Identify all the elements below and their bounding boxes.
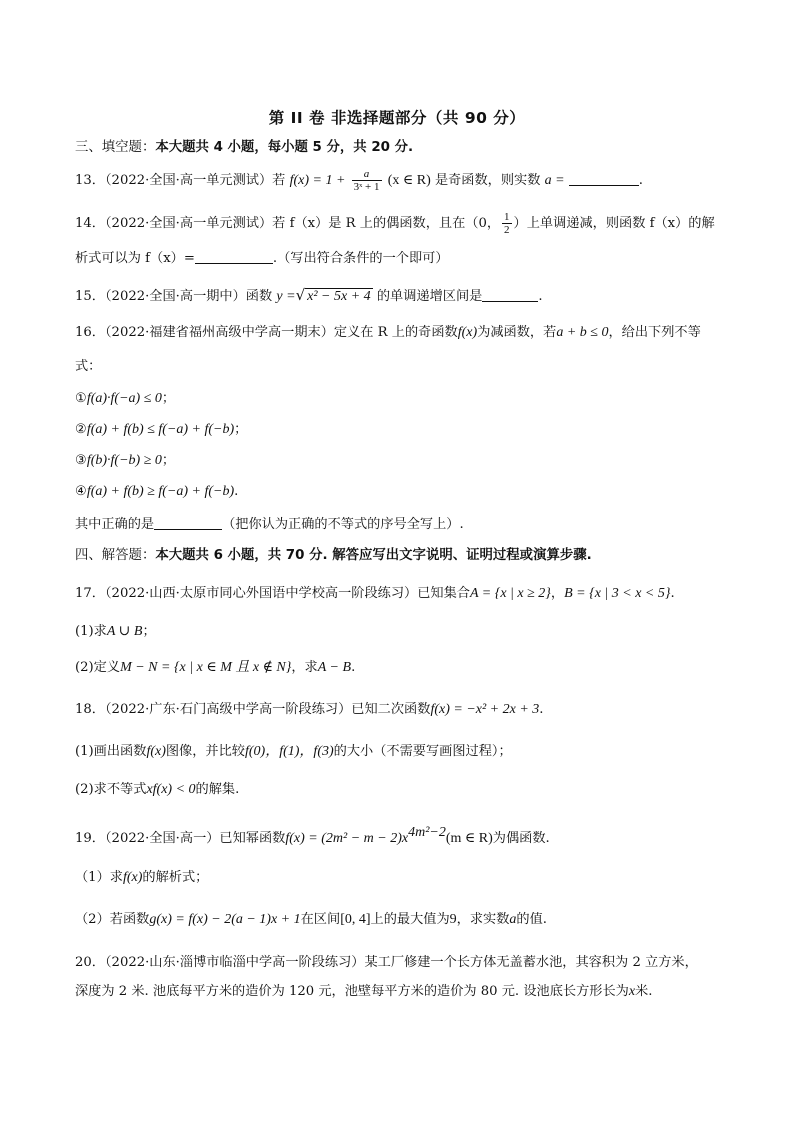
question-18-part-2: (2)求不等式xf(x) < 0的解集. [75,782,240,797]
question-20-line-1: 20．（2022·山东·淄博市临淄中学高一阶段练习）某工厂修建一个长方体无盖蓄水池，其容积为 2 立方米， [75,955,698,970]
answer-blank[interactable] [154,515,222,530]
question-17: 17．（2022·山西·太原市同心外国语中学校高一阶段练习）已知集合A = {x | x ≥ 2}，B = {x | 3 < x < 5}. [75,586,675,601]
question-14-line-1: 14．（2022·全国·高一单元测试）若 f（x）是 R 上的偶函数，且在（0， $\frac{1}{2}$ ）上单调递减，则函数 f（x）的解 [75,211,715,236]
option-4: ④f(a) + f(b) ≥ f(−a) + f(−b). [75,484,239,499]
answer-blank[interactable] [195,249,273,264]
question-17-part-1: (1)求A ∪ B； [75,624,156,639]
question-18-part-1: (1)画出函数f(x)图像，并比较f(0)，f(1)，f(3)的大小（不需要写画图过程）； [75,744,512,759]
answer-blank[interactable] [569,171,639,186]
page-title: 第 II 卷 非选择题部分（共 90 分） [268,109,526,127]
fraction: $\frac{1}{2}$ [504,211,510,236]
section-3-heading: 三、填空题：本大题共 4 小题，每小题 5 分，共 20 分. [75,140,414,155]
question-16-line-1: 16．（2022·福建省福州高级中学高一期末）定义在 R 上的奇函数f(x)为减函数，若a + b ≤ 0，给出下列不等 [75,325,701,340]
question-13: 13．（2022·全国·高一单元测试）若 f(x) = 1 + $\frac{a}{\text{3ˣ + 1}}$ (x ∈ R) 是奇函数，则实数 a = . [75,168,643,193]
answer-blank[interactable] [482,287,538,302]
question-19-part-1: （1）求f(x)的解析式； [75,870,209,885]
question-16-line-2: 式： [75,359,102,374]
option-1: ①f(a)·f(−a) ≤ 0； [75,391,176,406]
fraction: $\frac{a}{\text{3ˣ + 1}}$ [353,168,380,193]
question-15: 15．（2022·全国·高一期中）函数 y =√ x² − 5x + 4 的单调递增区间是 . [75,286,543,304]
option-3: ③f(b)·f(−b) ≥ 0； [75,453,176,468]
section-4-heading: 四、解答题：本大题共 6 小题，共 70 分. 解答应写出文字说明、证明过程或演算步骤. [75,548,592,563]
question-14-line-2: 析式可以为 f（x）= .（写出符合条件的一个即可） [75,251,449,266]
question-17-part-2: (2)定义M − N = {x | x ∈ M 且 x ∉ N}，求A − B. [75,660,356,675]
question-19-part-2: （2）若函数g(x) = f(x) − 2(a − 1)x + 1在区间[0, 4]上的最大值为9，求实数a的值. [75,912,547,927]
question-16-answer: 其中正确的是 （把你认为正确的不等式的序号全写上）. [75,517,464,532]
question-18: 18．（2022·广东·石门高级中学高一阶段练习）已知二次函数f(x) = −x² + 2x + 3. [75,702,544,717]
question-19: 19．（2022·全国·高一）已知幂函数$f(x) = (2m^2 - m - 2)x^{4m^2-2}(m$ ∈ R)为偶函数. [75,825,550,846]
option-2: ②f(a) + f(b) ≤ f(−a) + f(−b)； [75,422,248,437]
question-20-line-2: 深度为 2 米. 池底每平方米的造价为 120 元，池壁每平方米的造价为 80 元. 设池底长方形长为x米. [75,984,653,999]
